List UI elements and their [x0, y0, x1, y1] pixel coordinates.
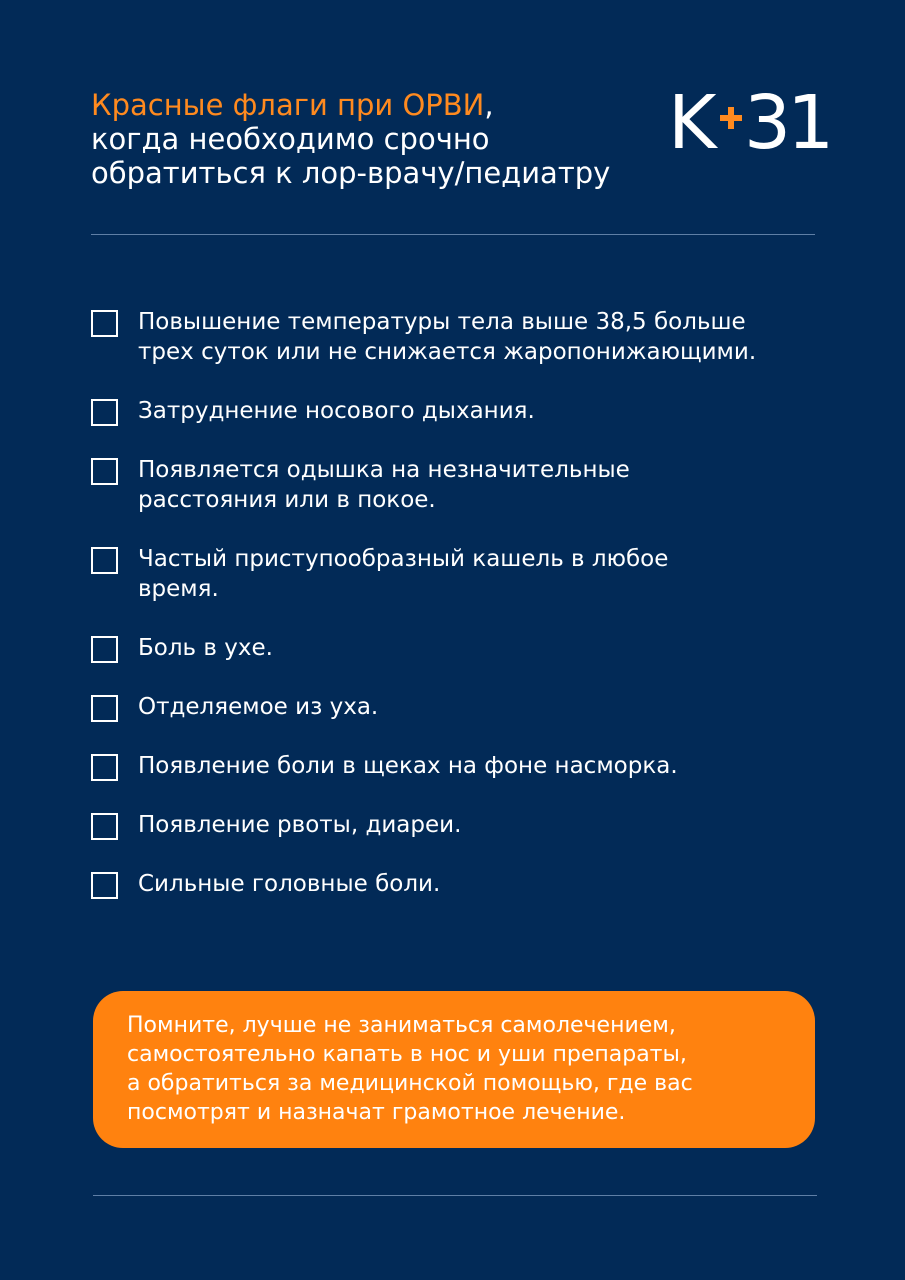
checklist-item-text: Боль в ухе.: [138, 635, 273, 661]
checklist-item-text: Появление рвоты, диареи.: [138, 812, 462, 838]
checklist-item-text: Повышение температуры тела выше 38,5 больше трех суток или не снижается жаропонижающими.: [138, 309, 757, 365]
checklist-item-text: Затруднение носового дыхания.: [138, 398, 535, 424]
title-line-3: обратиться к лор-врачу/педиатру: [91, 156, 611, 190]
checkbox[interactable]: [91, 813, 118, 840]
notice-box: [93, 991, 815, 1148]
checkbox[interactable]: [91, 695, 118, 722]
checkbox[interactable]: [91, 754, 118, 781]
checklist-item: [91, 396, 831, 426]
k31-logo: [668, 80, 831, 166]
checklist-item: [91, 307, 831, 367]
notice-text: Помните, лучше не заниматься самолечением, самостоятельно капать в нос и уши препараты, а обратиться за медицинской помощью, где вас посмотрят и назначат грамотное лечение.: [127, 1013, 693, 1125]
checkbox[interactable]: [91, 458, 118, 485]
checklist-item: [91, 544, 831, 604]
checkbox[interactable]: [91, 872, 118, 899]
checkbox[interactable]: [91, 399, 118, 426]
checklist-item: [91, 810, 831, 840]
checkbox[interactable]: [91, 310, 118, 337]
bottom-divider: [93, 1195, 817, 1196]
checklist-item-text: Появление боли в щеках на фоне насморка.: [138, 753, 678, 779]
checkbox[interactable]: [91, 636, 118, 663]
checklist-item: [91, 751, 831, 781]
checklist-item: [91, 869, 831, 899]
checklist-item-text: Частый приступообразный кашель в любое время.: [138, 546, 669, 602]
checkbox[interactable]: [91, 547, 118, 574]
logo-letter-k: K: [668, 80, 717, 166]
checklist-item: [91, 455, 831, 515]
checklist-item: [91, 633, 831, 663]
title-accent: Красные флаги при ОРВИ: [91, 88, 485, 122]
page-title: [91, 88, 651, 190]
checklist-item-text: Сильные головные боли.: [138, 871, 441, 897]
logo-plus-icon: [720, 107, 742, 129]
title-line-2: когда необходимо срочно: [91, 122, 490, 156]
red-flags-checklist: [91, 307, 831, 928]
title-line-1: [91, 88, 651, 122]
title-comma: ,: [484, 88, 494, 122]
top-divider: [91, 234, 815, 235]
checklist-item: [91, 692, 831, 722]
checklist-item-text: Отделяемое из уха.: [138, 694, 379, 720]
checklist-item-text: Появляется одышка на незначительные расстояния или в покое.: [138, 457, 630, 513]
logo-number: 31: [744, 80, 831, 166]
